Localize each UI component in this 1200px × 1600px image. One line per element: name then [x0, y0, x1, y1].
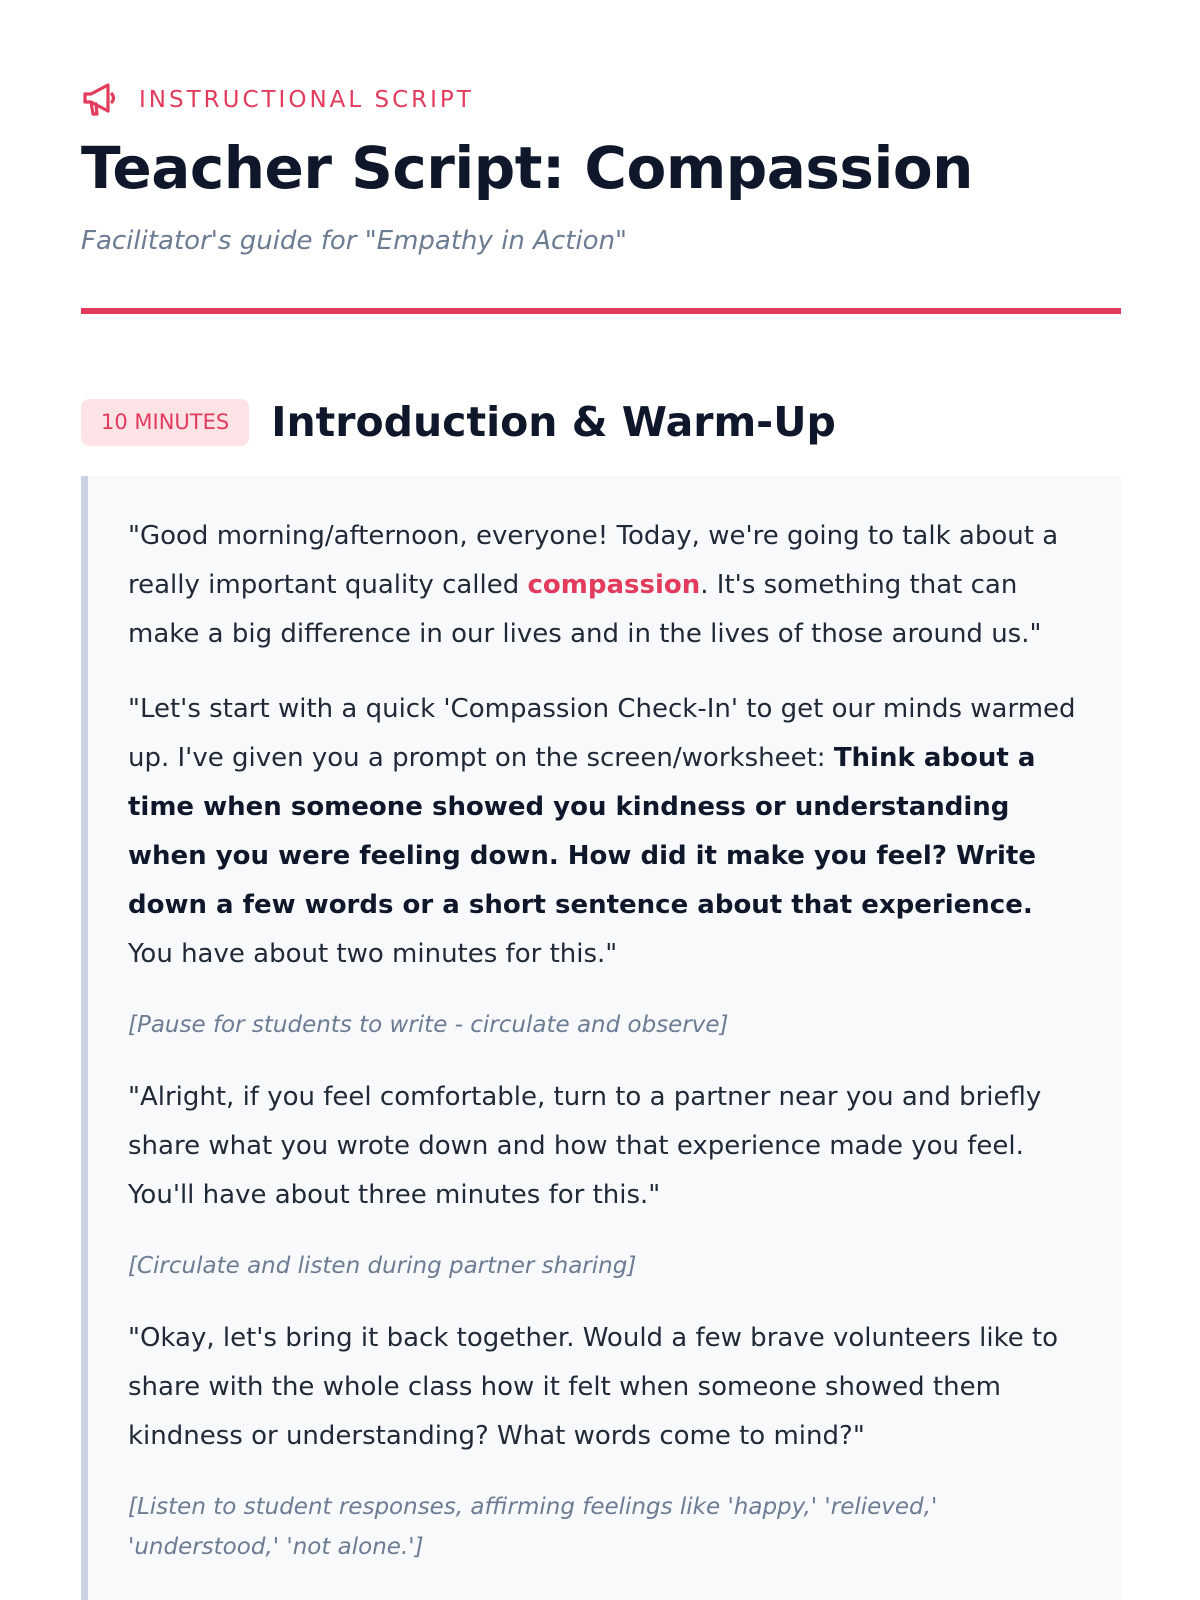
eyebrow [81, 80, 474, 120]
script-box [81, 476, 1121, 1600]
script-paragraph-checkin [128, 685, 1081, 979]
time-badge: 10 MINUTES [81, 399, 249, 446]
section-header [81, 398, 836, 446]
megaphone-icon [81, 81, 119, 119]
prompt-text: Think about a time when someone showed you kindness or understanding when you were feeling down. How did it make you feel? Write down a few words or a short sentence about that experience. [128, 743, 1036, 920]
stage-direction: [Circulate and listen during partner sharing] [128, 1253, 637, 1279]
title-divider [81, 308, 1121, 314]
script-paragraph-partner-share: "Alright, if you feel comfortable, turn to a partner near you and briefly share what you wrote down and how that experience made you feel. You'll have about three minutes for this." [128, 1082, 1042, 1210]
page-subtitle: Facilitator's guide for "Empathy in Action" [81, 226, 627, 256]
keyword-highlight: compassion [527, 570, 701, 600]
paragraph-text: . It's something that can make a big difference in our lives and in the lives of those around us." [128, 570, 1042, 649]
paragraph-text: You have about two minutes for this." [128, 939, 618, 969]
script-paragraph-class-share: "Okay, let's bring it back together. Would a few brave volunteers like to share with the whole class how it felt when someone showed them kindness or understanding? What words come to mind?" [128, 1323, 1059, 1451]
stage-direction: [Listen to student responses, affirming feelings like 'happy,' 'relieved,' 'understood,' 'not alone.'] [128, 1494, 938, 1560]
paragraph-text: "Let's start with a quick 'Compassion Check-In' to get our minds warmed up. I've given you a prompt on the screen/worksheet: [128, 694, 1076, 773]
page-title: Teacher Script: Compassion [81, 134, 973, 202]
section-title: Introduction & Warm-Up [271, 398, 836, 446]
paragraph-text: "Good morning/afternoon, everyone! Today, we're going to talk about a really important quality called [128, 521, 1059, 600]
script-paragraph-greeting [128, 512, 1081, 659]
stage-direction: [Pause for students to write - circulate and observe] [128, 1012, 729, 1038]
eyebrow-label: INSTRUCTIONAL SCRIPT [139, 87, 474, 113]
